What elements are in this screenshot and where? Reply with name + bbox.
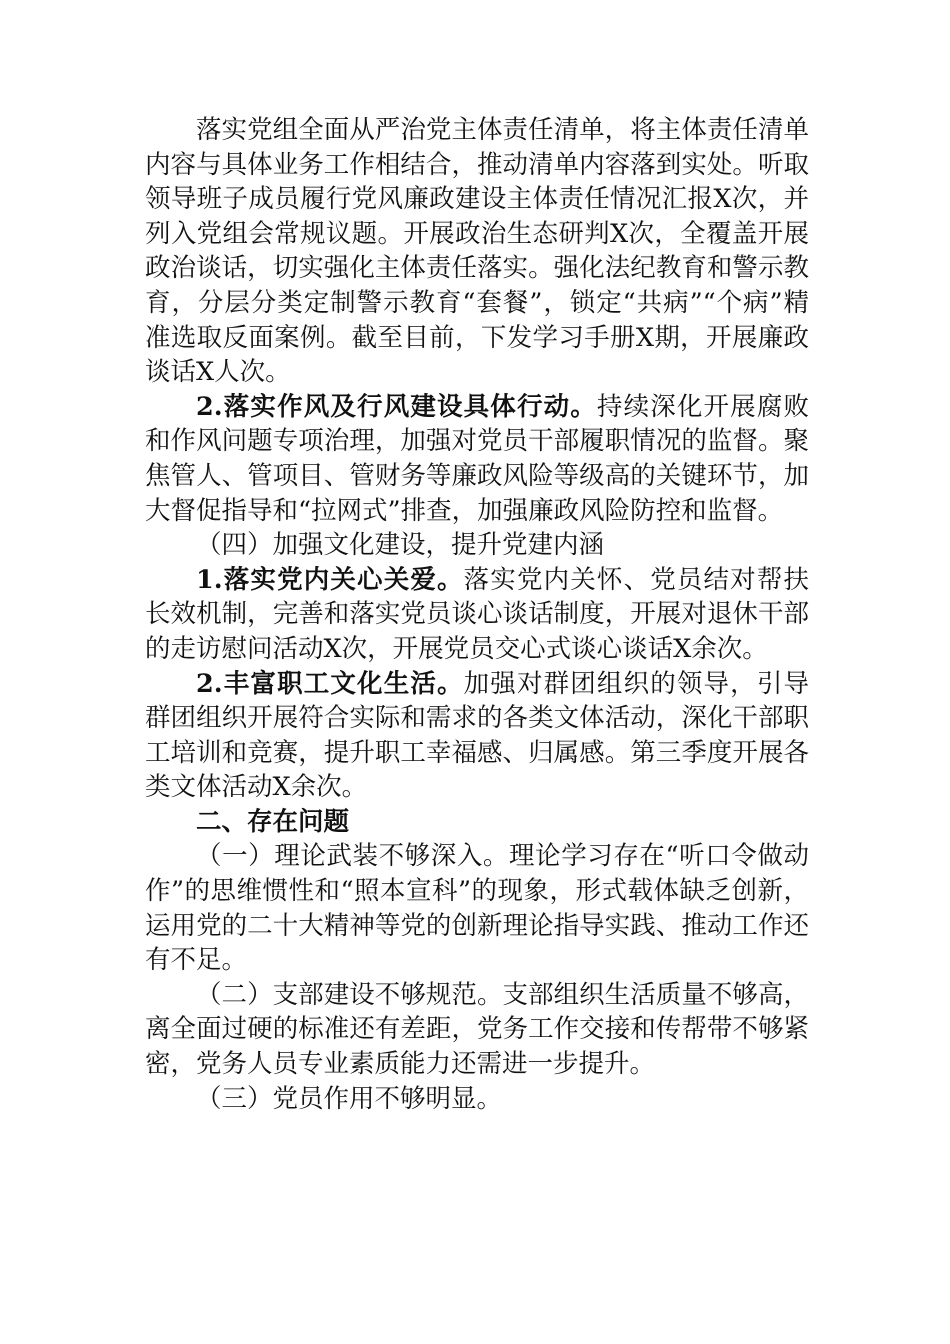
paragraph-care — [145, 563, 809, 667]
paragraph-work-style — [145, 390, 809, 528]
paragraph-body: 加强对群团组织的领导，引导群团组织开展符合实际和需求的各类文体活动，深化干部职工培训和竞赛，提升职工幸福感、归属感。第三季度开展各类文体活动X余次。 — [145, 668, 809, 803]
section-heading-culture: （四）加强文化建设，提升党建内涵 — [196, 530, 605, 561]
section-heading-problems: 二、存在问题 — [196, 806, 350, 837]
paragraph-problem-members: （三）党员作用不够明显。 — [196, 1083, 503, 1114]
paragraph-problem-theory: （一）理论武装不够深入。理论学习存在“听口令做动作”的思维惯性和“照本宣科”的现象，形式载体缺乏创新，运用党的二十大精神等党的创新理论指导实践、推动工作还有不足。 — [145, 841, 809, 976]
paragraph-body: 持续深化开展腐败和作风问题专项治理，加强对党员干部履职情况的监督。聚焦管人、管项目、管财务等廉政风险等级高的关键环节，加大督促指导和“拉网式”排查，加强廉政风险防控和监督。 — [145, 391, 809, 526]
paragraph-lead: 2.丰富职工文化生活。 — [196, 668, 464, 699]
paragraph-lead: 2.落实作风及行风建设具体行动。 — [196, 391, 597, 422]
paragraph-lead: 1.落实党内关心关爱。 — [196, 564, 464, 595]
paragraph-body: 落实党内关怀、党员结对帮扶长效机制，完善和落实党员谈心谈话制度，开展对退休干部的走访慰问活动X次，开展党员交心式谈心谈话X余次。 — [145, 564, 809, 664]
document-body — [145, 113, 809, 1116]
paragraph-responsibility-list: 落实党组全面从严治党主体责任清单，将主体责任清单内容与具体业务工作相结合，推动清单内容落到实处。听取领导班子成员履行党风廉政建设主体责任情况汇报X次，并列入党组会常规议题。开展政治生态研判X次，全覆盖开展政治谈话，切实强化主体责任落实。强化法纪教育和警示教育，分层分类定制警示教育“套餐”，锁定“共病”“个病”精准选取反面案例。截至目前，下发学习手册X期，开展廉政谈话X人次。 — [145, 115, 809, 388]
paragraph-staff-culture — [145, 667, 809, 805]
paragraph-problem-branch: （二）支部建设不够规范。支部组织生活质量不够高，离全面过硬的标准还有差距，党务工作交接和传帮带不够紧密，党务人员专业素质能力还需进一步提升。 — [145, 979, 809, 1080]
